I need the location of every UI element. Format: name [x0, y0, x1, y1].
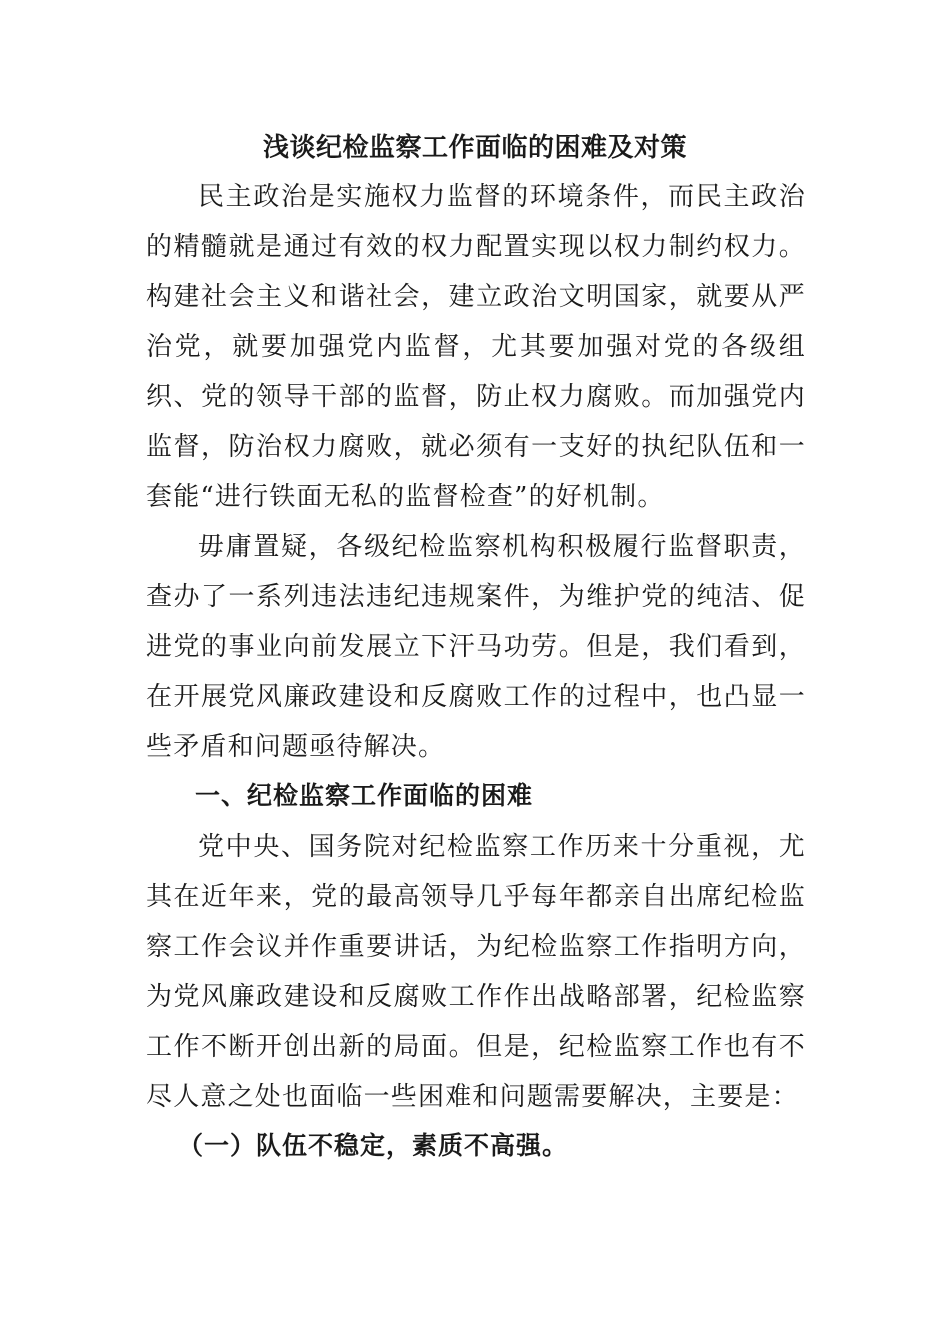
- subheading-team: （一）队伍不稳定，素质不高强。: [178, 1131, 569, 1160]
- document-title: 浅谈纪检监察工作面临的困难及对策: [262, 133, 687, 163]
- paragraph-difficulties: 党中央、国务院对纪检监察工作历来十分重视，尤其在近年来，党的最高领导几乎每年都亲自出席纪检监察工作会议并作重要讲话，为纪检监察工作指明方向，为党风廉政建设和反腐败工作作出战略部署，纪检监察工作不断开创出新的局面。但是，纪检监察工作也有不尽人意之处也面临一些困难和问题需要解决，主要是：: [146, 832, 806, 1112]
- paragraph-context: 毋庸置疑，各级纪检监察机构积极履行监督职责，查办了一系列违法违纪违规案件，为维护党的纯洁、促进党的事业向前发展立下汗马功劳。但是，我们看到，在开展党风廉政建设和反腐败工作的过程中，也凸显一些矛盾和问题亟待解决。: [146, 532, 806, 762]
- paragraph-intro: 民主政治是实施权力监督的环境条件，而民主政治的精髓就是通过有效的权力配置实现以权力制约权力。构建社会主义和谐社会，建立政治文明国家，就要从严治党，就要加强党内监督，尤其要加强对党的各级组织、党的领导干部的监督，防止权力腐败。而加强党内监督，防治权力腐败，就必须有一支好的执纪队伍和一套能“进行铁面无私的监督检查”的好机制。: [146, 182, 806, 512]
- section-heading-difficulties: 一、纪检监察工作面临的困难: [195, 781, 534, 810]
